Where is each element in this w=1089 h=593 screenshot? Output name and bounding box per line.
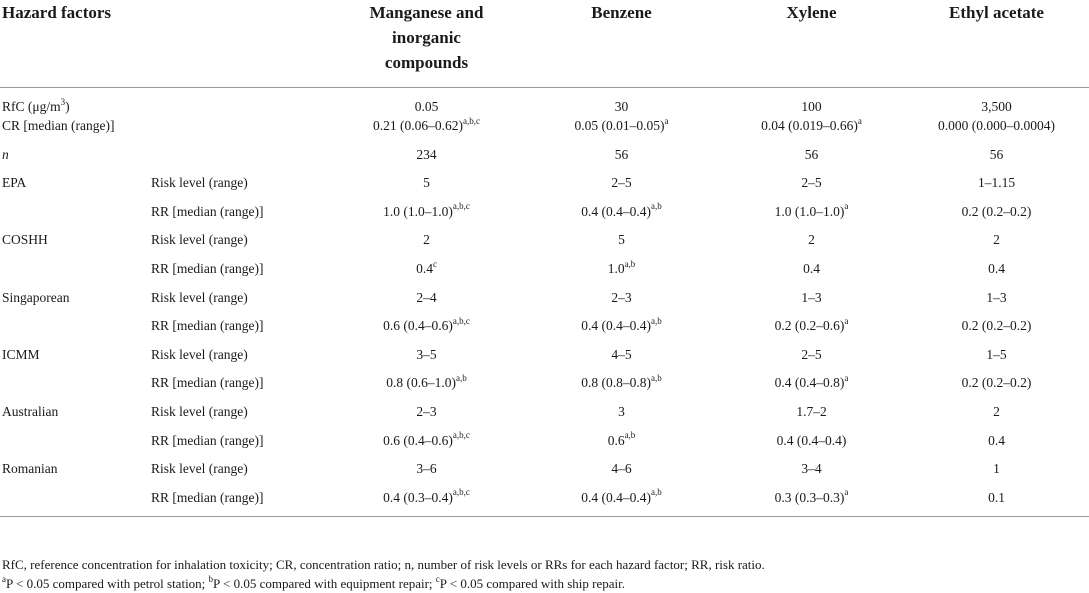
cell-manganese-value: 0.4: [416, 261, 433, 277]
row-label: [0, 345, 149, 374]
cell-benzene: [524, 202, 719, 231]
cell-manganese: [329, 145, 524, 174]
cell-benzene-value: 30: [614, 99, 629, 114]
cell-benzene-value: 2–5: [611, 175, 632, 191]
footnote-abbreviations: [2, 555, 765, 574]
row-label-text: Singaporean: [2, 289, 70, 305]
cell-ethyl-acetate: [904, 202, 1089, 231]
table-row: [0, 345, 1089, 374]
cell-ethyl-acetate: [904, 373, 1089, 402]
cell-xylene: [719, 431, 904, 460]
cell-manganese: [329, 202, 524, 231]
cell-ethyl-acetate-value: 0.4: [988, 261, 1005, 277]
cell-benzene-value: 0.05 (0.01–0.05): [574, 118, 665, 134]
footnote-a-text: P < 0.05 compared with petrol station;: [6, 576, 209, 591]
cell-manganese: [329, 288, 524, 317]
cell-ethyl-acetate: [904, 402, 1089, 431]
cell-benzene-value: 0.8 (0.8–0.8): [581, 375, 651, 391]
cell-xylene: [719, 402, 904, 431]
cell-xylene: [719, 373, 904, 402]
cell-benzene-value: 0.6: [607, 432, 625, 448]
cell-benzene: [524, 288, 719, 317]
cell-manganese: [329, 88, 524, 117]
cell-ethyl-acetate: [904, 116, 1089, 145]
cell-manganese-value: 0.6 (0.4–0.6): [383, 432, 453, 448]
footnote-c-mark: c: [435, 573, 440, 584]
header-xylene: Xylene: [786, 3, 837, 22]
row-sublabel: Risk level (range): [151, 404, 248, 420]
cell-xylene: [719, 116, 904, 145]
cell-manganese-value: 0.6 (0.4–0.6): [383, 318, 453, 334]
table-row: [0, 173, 1089, 202]
cell-benzene-superscript: a,b: [624, 430, 636, 441]
cell-manganese-value: 234: [416, 146, 437, 162]
row-label: [0, 202, 149, 231]
cell-benzene: [524, 173, 719, 202]
row-label-text: EPA: [2, 175, 27, 191]
table-row: [0, 202, 1089, 231]
footnote-c-text: P < 0.05 compared with ship repair.: [439, 576, 626, 591]
cell-benzene-value: 56: [614, 146, 629, 162]
row-sublabel: Risk level (range): [151, 289, 248, 305]
cell-xylene-value: 1.7–2: [796, 404, 827, 420]
cell-manganese-value: 2–4: [416, 289, 437, 305]
cell-ethyl-acetate-value: 0.1: [988, 489, 1005, 505]
cell-ethyl-acetate-value: 56: [989, 146, 1004, 162]
cell-ethyl-acetate: [904, 145, 1089, 174]
cell-manganese: [329, 431, 524, 460]
cell-xylene-value: 56: [804, 146, 819, 162]
cell-manganese-value: 3–6: [416, 461, 437, 477]
row-label-text: ICMM: [2, 346, 40, 362]
cell-ethyl-acetate: [904, 88, 1089, 117]
cell-benzene-value: 4–6: [611, 461, 632, 477]
cell-xylene-superscript: a: [844, 372, 849, 383]
cell-ethyl-acetate-value: 0.000 (0.000–0.0004): [938, 118, 1055, 134]
cell-ethyl-acetate-value: 1–1.15: [977, 175, 1016, 191]
cell-ethyl-acetate-value: 2: [993, 232, 1000, 248]
table-body: [0, 88, 1089, 517]
cell-xylene-value: 1–3: [801, 289, 822, 305]
cell-xylene: [719, 230, 904, 259]
cell-benzene-value: 1.0: [607, 261, 625, 277]
cell-benzene-value: 3: [618, 404, 625, 420]
cell-ethyl-acetate-value: 0.2 (0.2–0.2): [961, 318, 1032, 334]
cell-benzene: [524, 431, 719, 460]
cell-ethyl-acetate-value: 0.2 (0.2–0.2): [961, 203, 1032, 219]
cell-manganese-value: 0.05: [414, 99, 439, 114]
cell-benzene: [524, 459, 719, 488]
cell-benzene-value: 4–5: [611, 346, 632, 362]
row-label: [0, 402, 149, 431]
row-label: [0, 431, 149, 460]
cell-benzene: [524, 259, 719, 288]
table-row: [0, 288, 1089, 317]
cell-xylene-value: 2–5: [801, 346, 822, 362]
table-header: [0, 0, 1089, 88]
cell-benzene-value: 2–3: [611, 289, 632, 305]
row-sublabel: RR [median (range)]: [151, 261, 264, 277]
header-manganese: [329, 0, 524, 88]
cell-xylene: [719, 459, 904, 488]
cell-xylene-value: 0.4 (0.4–0.8): [774, 375, 845, 391]
cell-manganese: [329, 316, 524, 345]
cell-xylene-value: 0.4 (0.4–0.4): [776, 432, 847, 448]
row-sublabel: RR [median (range)]: [151, 432, 264, 448]
cell-xylene-value: 0.2 (0.2–0.6): [774, 318, 845, 334]
cell-manganese-superscript: a,b,c: [452, 430, 470, 441]
row-label: [0, 116, 149, 145]
row-label: [0, 259, 149, 288]
row-label: [0, 373, 149, 402]
row-label-text: Romanian: [2, 461, 58, 477]
cell-manganese: [329, 402, 524, 431]
cell-xylene-superscript: a: [844, 315, 849, 326]
cell-benzene: [524, 316, 719, 345]
cell-benzene-superscript: a: [664, 115, 669, 126]
cell-ethyl-acetate-value: 1: [993, 461, 1000, 477]
cell-ethyl-acetate: [904, 230, 1089, 259]
cell-xylene-value: 0.3 (0.3–0.3): [774, 489, 845, 505]
cell-manganese-value: 0.4 (0.3–0.4): [383, 489, 453, 505]
table-row: [0, 431, 1089, 460]
footnote-b-mark: b: [208, 573, 214, 584]
cell-benzene: [524, 230, 719, 259]
cell-benzene-value: 0.4 (0.4–0.4): [581, 203, 651, 219]
header-ethyl-acetate: Ethyl acetate: [949, 3, 1044, 22]
cell-benzene: [524, 116, 719, 145]
header-benzene: Benzene: [591, 3, 652, 22]
cell-benzene-superscript: a,b: [651, 487, 662, 498]
cell-manganese-superscript: a,b,c: [452, 487, 470, 498]
cell-manganese-value: 2–3: [416, 404, 437, 420]
footnote-b-text: P < 0.05 compared with equipment repair;: [213, 576, 436, 591]
cell-benzene: [524, 88, 719, 117]
row-label-text: RfC (μg/m: [2, 99, 61, 114]
row-sublabel: [149, 88, 329, 117]
header-hazard-factors: Hazard factors: [2, 3, 112, 22]
cell-xylene: [719, 173, 904, 202]
cell-ethyl-acetate: [904, 173, 1089, 202]
cell-manganese-value: 5: [423, 175, 430, 191]
cell-benzene: [524, 373, 719, 402]
footnote-significance: [2, 574, 625, 593]
cell-manganese-value: 1.0 (1.0–1.0): [383, 203, 453, 219]
cell-benzene: [524, 345, 719, 374]
cell-benzene-value: 0.4 (0.4–0.4): [581, 318, 651, 334]
footnote-abbreviations-text: RfC, reference concentration for inhalation toxicity; CR, concentration ratio; n, number of risk levels or RRs for each hazard factor; RR, risk ratio.: [2, 557, 765, 572]
row-label: [0, 488, 149, 517]
row-sublabel: Risk level (range): [151, 175, 248, 191]
cell-xylene-value: 2: [808, 232, 815, 248]
row-label: [0, 145, 149, 174]
row-label: [0, 173, 149, 202]
cell-ethyl-acetate-value: 1–5: [986, 346, 1007, 362]
table-row: [0, 259, 1089, 288]
cell-manganese: [329, 116, 524, 145]
cell-manganese-superscript: a,b,c: [463, 115, 480, 126]
cell-manganese: [329, 230, 524, 259]
row-sublabel: Risk level (range): [151, 461, 248, 477]
row-sublabel: Risk level (range): [151, 346, 248, 362]
cell-benzene-superscript: a,b: [651, 201, 662, 212]
cell-ethyl-acetate-value: 3,500: [981, 99, 1012, 114]
row-label: [0, 316, 149, 345]
cell-xylene: [719, 345, 904, 374]
cell-xylene-value: 100: [801, 99, 822, 114]
cell-xylene: [719, 316, 904, 345]
cell-ethyl-acetate: [904, 259, 1089, 288]
cell-ethyl-acetate-value: 1–3: [986, 289, 1007, 305]
cell-benzene: [524, 402, 719, 431]
cell-ethyl-acetate: [904, 316, 1089, 345]
row-label: [0, 230, 149, 259]
row-label-superscript: 3: [60, 96, 66, 107]
cell-xylene-value: 2–5: [801, 175, 822, 191]
row-sublabel: RR [median (range)]: [151, 203, 264, 219]
table-row: [0, 373, 1089, 402]
row-label: [0, 88, 149, 117]
cell-manganese: [329, 373, 524, 402]
cell-manganese-superscript: c: [432, 258, 437, 269]
cell-xylene: [719, 259, 904, 288]
cell-benzene-superscript: a,b: [651, 372, 662, 383]
cell-ethyl-acetate-value: 2: [993, 404, 1000, 420]
row-label-tail: ): [65, 99, 70, 114]
cell-manganese-value: 3–5: [416, 346, 437, 362]
cell-manganese: [329, 459, 524, 488]
row-label-text: COSHH: [2, 232, 48, 248]
cell-xylene-value: 3–4: [801, 461, 822, 477]
cell-manganese-superscript: a,b,c: [452, 315, 470, 326]
table-row: [0, 145, 1089, 174]
cell-ethyl-acetate-value: 0.2 (0.2–0.2): [961, 375, 1032, 391]
header-manganese-line1: Manganese and: [369, 3, 484, 22]
header-manganese-line3: compounds: [384, 53, 469, 72]
footnote-a-mark: a: [2, 573, 6, 584]
cell-manganese-superscript: a,b,c: [452, 201, 470, 212]
cell-manganese: [329, 173, 524, 202]
cell-xylene-superscript: a: [857, 115, 862, 126]
row-sublabel: [149, 145, 329, 174]
row-label-text: n: [2, 146, 9, 162]
cell-ethyl-acetate: [904, 288, 1089, 317]
cell-ethyl-acetate: [904, 431, 1089, 460]
cell-xylene-superscript: a: [844, 487, 849, 498]
cell-ethyl-acetate: [904, 459, 1089, 488]
cell-manganese-value: 0.21 (0.06–0.62): [373, 118, 463, 134]
cell-manganese: [329, 345, 524, 374]
cell-xylene-value: 0.04 (0.019–0.66): [761, 118, 858, 134]
table-row: [0, 488, 1089, 517]
cell-ethyl-acetate: [904, 488, 1089, 517]
cell-benzene-value: 5: [618, 232, 625, 248]
header-manganese-line2: inorganic: [392, 28, 461, 47]
row-sublabel: Risk level (range): [151, 232, 248, 248]
table-row: [0, 230, 1089, 259]
cell-benzene: [524, 488, 719, 517]
cell-manganese: [329, 488, 524, 517]
row-sublabel: RR [median (range)]: [151, 318, 264, 334]
cell-benzene: [524, 145, 719, 174]
row-label: [0, 459, 149, 488]
row-label-text: Australian: [2, 404, 59, 420]
cell-benzene-value: 0.4 (0.4–0.4): [581, 489, 651, 505]
cell-xylene: [719, 288, 904, 317]
cell-xylene: [719, 202, 904, 231]
cell-manganese-value: 2: [423, 232, 430, 248]
row-label-text: CR [median (range)]: [2, 118, 115, 134]
cell-ethyl-acetate-value: 0.4: [988, 432, 1005, 448]
row-sublabel: [149, 116, 329, 145]
table-row: [0, 402, 1089, 431]
cell-manganese: [329, 259, 524, 288]
cell-manganese-superscript: a,b: [456, 372, 467, 383]
table-row: [0, 316, 1089, 345]
row-sublabel: RR [median (range)]: [151, 375, 264, 391]
cell-ethyl-acetate: [904, 345, 1089, 374]
table-row: [0, 116, 1089, 145]
cell-xylene-value: 0.4: [803, 261, 820, 277]
cell-xylene-superscript: a: [844, 201, 849, 212]
row-label: [0, 288, 149, 317]
cell-benzene-superscript: a,b: [651, 315, 662, 326]
cell-xylene-value: 1.0 (1.0–1.0): [774, 203, 845, 219]
cell-xylene: [719, 488, 904, 517]
cell-xylene: [719, 145, 904, 174]
cell-xylene: [719, 88, 904, 117]
row-sublabel: RR [median (range)]: [151, 489, 264, 505]
table-row: [0, 459, 1089, 488]
table-row: [0, 88, 1089, 117]
cell-benzene-superscript: a,b: [624, 258, 636, 269]
cell-manganese-value: 0.8 (0.6–1.0): [386, 375, 456, 391]
